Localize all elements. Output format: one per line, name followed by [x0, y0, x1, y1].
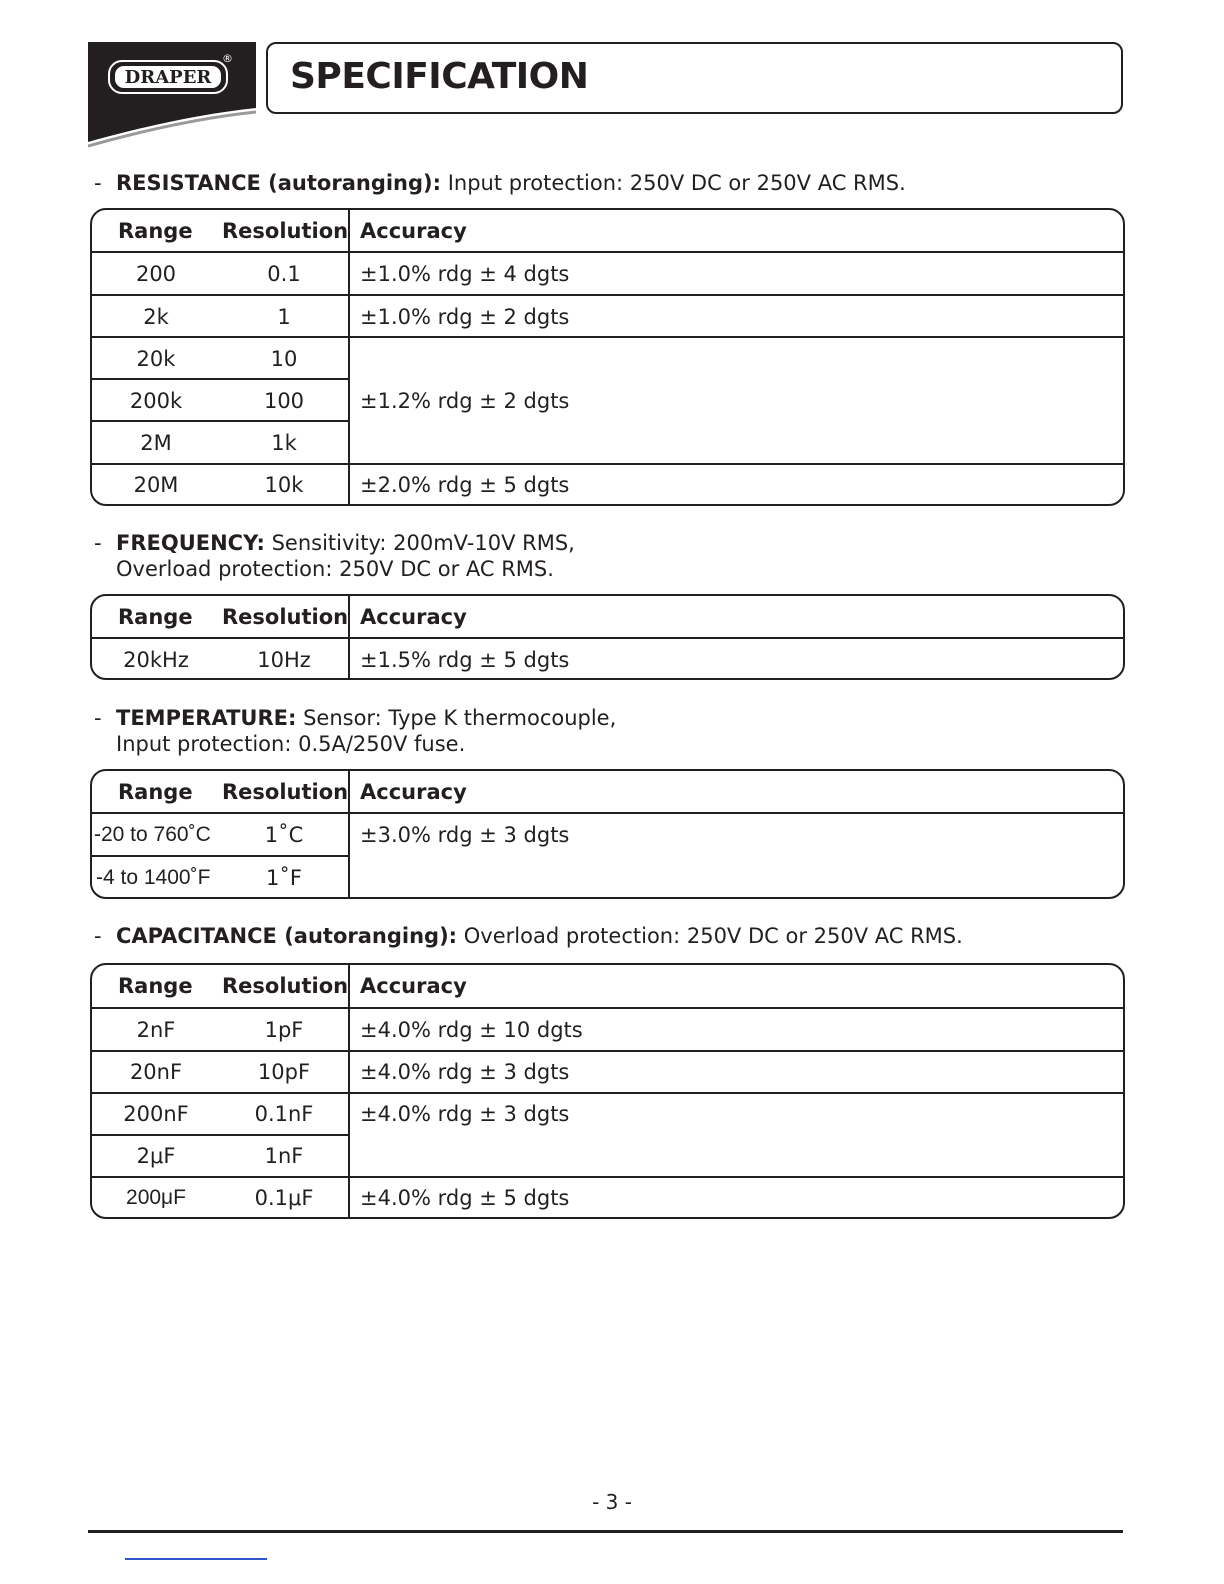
cell-accuracy: ±1.0% rdg ± 2 dgts	[360, 305, 570, 329]
table-row	[92, 464, 1123, 506]
capacitance-heading	[94, 923, 963, 949]
table-row	[92, 422, 1123, 464]
header-accuracy: Accuracy	[360, 780, 467, 804]
cell-accuracy: ±1.5% rdg ± 5 dgts	[360, 648, 570, 672]
capacitance-table	[90, 963, 1125, 1219]
table-row	[92, 1093, 1123, 1135]
section-title: CAPACITANCE (autoranging):	[116, 924, 458, 948]
cell-range: 200nF	[123, 1102, 189, 1126]
cell-resolution: 1k	[271, 431, 297, 455]
header-range: Range	[118, 974, 193, 998]
table-row	[92, 253, 1123, 295]
section-title: TEMPERATURE:	[116, 706, 297, 730]
cell-range: 200	[135, 262, 177, 286]
bullet-dash: -	[94, 924, 102, 948]
cell-range: -20 to 760˚C	[94, 823, 211, 846]
table-row	[92, 1051, 1123, 1093]
section-note-line2: Input protection: 0.5A/250V fuse.	[116, 732, 466, 756]
bullet-dash: -	[94, 171, 102, 195]
cell-range: 2μF	[136, 1144, 176, 1168]
cell-accuracy: ±4.0% rdg ± 3 dgts	[360, 1102, 570, 1126]
temperature-table	[90, 769, 1125, 899]
footer-divider	[88, 1530, 1123, 1533]
section-title: FREQUENCY:	[116, 531, 265, 555]
table-row	[92, 380, 1123, 422]
table-row	[92, 1009, 1123, 1051]
cell-accuracy: ±4.0% rdg ± 10 dgts	[360, 1018, 583, 1042]
header-resolution: Resolution	[222, 974, 349, 998]
table-row	[92, 814, 1123, 856]
table-row	[92, 296, 1123, 338]
cell-resolution: 0.1μF	[254, 1186, 314, 1210]
page-number: - 3 -	[592, 1490, 632, 1514]
header-accuracy: Accuracy	[360, 605, 467, 629]
cell-range: 2nF	[136, 1018, 176, 1042]
cell-accuracy: ±4.0% rdg ± 5 dgts	[360, 1186, 570, 1210]
table-header-row	[92, 771, 1123, 813]
table-row	[92, 857, 1123, 899]
cell-accuracy: ±1.0% rdg ± 4 dgts	[360, 262, 570, 286]
cell-range: 20nF	[129, 1060, 183, 1084]
cell-range: 200μF	[126, 1186, 186, 1209]
cell-resolution: 10	[270, 347, 298, 371]
section-note: Sensor: Type K thermocouple,	[296, 706, 617, 730]
brand-logo	[108, 60, 228, 94]
table-row	[92, 1135, 1123, 1177]
header-range: Range	[118, 219, 193, 243]
brand-name: DRAPER	[124, 66, 212, 88]
header-range: Range	[118, 780, 193, 804]
bullet-dash: -	[94, 531, 102, 555]
table-row	[92, 1177, 1123, 1219]
section-title: RESISTANCE (autoranging):	[116, 171, 442, 195]
cell-resolution: 1pF	[264, 1018, 304, 1042]
cell-resolution: 1nF	[264, 1144, 304, 1168]
table-row	[92, 338, 1123, 380]
frequency-table	[90, 594, 1125, 680]
cell-accuracy: ±4.0% rdg ± 3 dgts	[360, 1060, 570, 1084]
header-resolution: Resolution	[222, 605, 349, 629]
header-resolution: Resolution	[222, 219, 349, 243]
header-accuracy: Accuracy	[360, 219, 467, 243]
cell-range: 2k	[143, 305, 169, 329]
cell-accuracy: ±2.0% rdg ± 5 dgts	[360, 473, 570, 497]
section-note: Overload protection: 250V DC or 250V AC RMS.	[457, 924, 963, 948]
cell-range: 20k	[136, 347, 176, 371]
header-resolution: Resolution	[222, 780, 349, 804]
page-title: SPECIFICATION	[290, 56, 589, 97]
table-row	[92, 639, 1123, 680]
header-accuracy: Accuracy	[360, 974, 467, 998]
resistance-table	[90, 208, 1125, 506]
cell-resolution: 0.1nF	[254, 1102, 314, 1126]
cell-accuracy: ±3.0% rdg ± 3 dgts	[360, 823, 570, 847]
registered-mark: ®	[222, 52, 233, 65]
cell-resolution: 1	[277, 305, 291, 329]
table-header-row	[92, 596, 1123, 638]
table-header-row	[92, 210, 1123, 252]
cell-range: 20kHz	[123, 648, 189, 672]
bullet-dash: -	[94, 706, 102, 730]
section-note-line2: Overload protection: 250V DC or AC RMS.	[116, 557, 554, 581]
cell-range: -4 to 1400˚F	[96, 866, 211, 889]
cell-resolution: 10Hz	[257, 648, 311, 672]
frequency-heading	[94, 530, 575, 582]
cell-range: 20M	[133, 473, 179, 497]
cell-range: 2M	[140, 431, 172, 455]
header-range: Range	[118, 605, 193, 629]
section-note: Input protection: 250V DC or 250V AC RMS.	[441, 171, 906, 195]
title-box	[266, 42, 1123, 114]
cell-resolution: 100	[263, 389, 305, 413]
cell-resolution: 1˚C	[264, 823, 304, 847]
cell-resolution: 0.1	[267, 262, 301, 286]
table-header-row	[92, 965, 1123, 1007]
resistance-heading	[94, 170, 906, 196]
cell-resolution: 10pF	[257, 1060, 311, 1084]
temperature-heading	[94, 705, 616, 757]
cell-range: 200k	[129, 389, 183, 413]
cell-resolution: 10k	[264, 473, 304, 497]
section-note: Sensitivity: 200mV-10V RMS,	[264, 531, 575, 555]
cell-accuracy: ±1.2% rdg ± 2 dgts	[360, 389, 570, 413]
footer-link-underline	[125, 1558, 267, 1560]
cell-resolution: 1˚F	[266, 866, 302, 890]
